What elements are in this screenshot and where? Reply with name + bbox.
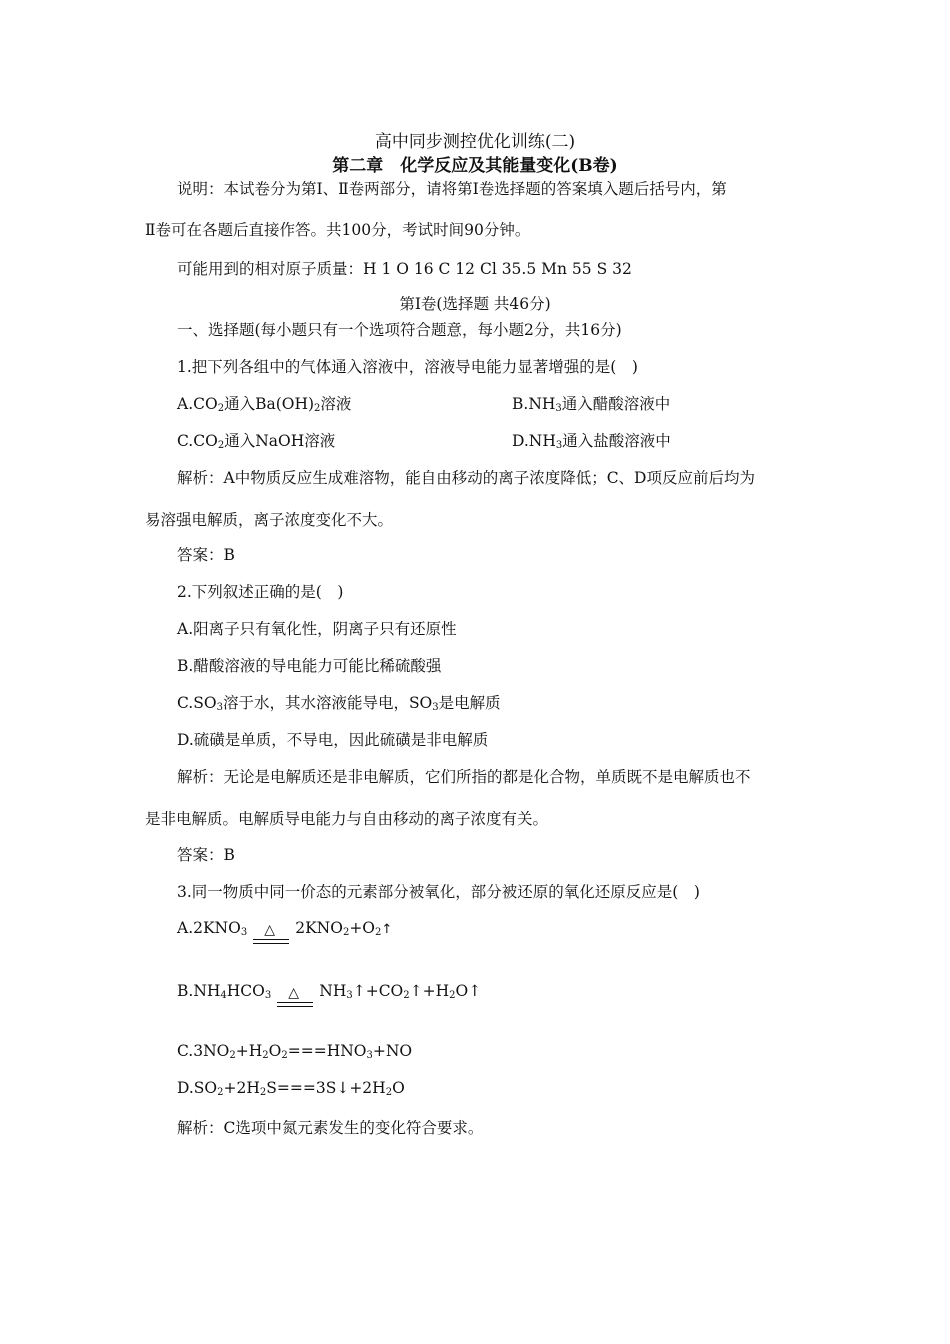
chapter-title: 第二章 化学反应及其能量变化(B卷) [332,156,618,176]
q2-c-sub: 3 [432,702,439,713]
q3-c-text: C.3NO [177,1042,230,1060]
q3-a-text: 2KNO [295,919,343,937]
q2-answer: 答案：B [177,846,235,864]
q3-c-sub: 2 [281,1050,288,1061]
equals-bar [277,1002,313,1003]
gas-arrow-icon: ↑ [381,922,393,937]
q3-d-sub: 2 [217,1087,224,1098]
q2-option-c [177,691,501,713]
equals-bar [277,1006,313,1007]
q3-b-text: O↑ [455,982,482,1000]
heat-triangle-icon: △ [264,922,275,938]
q2-c-text: C.SO [177,694,217,712]
q3-d-sub: 2 [259,1087,267,1098]
q3-c-text: +H [235,1042,263,1060]
q1-answer: 答案：B [177,546,235,564]
equals-bar [253,943,289,944]
q3-d-text: D.SO [177,1079,218,1097]
q2-stem: 2.下列叙述正确的是( ) [177,583,344,601]
q3-b-sub: 3 [346,990,353,1001]
q3-b-sub: 4 [220,990,227,1001]
q3-c-text: O [268,1042,282,1060]
heat-triangle-icon: △ [288,985,300,1001]
q1-option-c [177,429,335,451]
q3-b-text: B.NH [177,982,221,1000]
q1-a-text: 通入Ba(OH) [224,395,315,413]
q1-a-text: 溶液 [320,395,352,413]
q3-d-sub: 2 [385,1087,393,1098]
q1-stem: 1.把下列各组中的气体通入溶液中，溶液导电能力显著增强的是( ) [177,358,638,376]
q1-c-sub: 2 [217,440,225,451]
q1-d-text: 通入盐酸溶液中 [562,432,671,450]
intro-line-1: 说明：本试卷分为第Ⅰ、Ⅱ卷两部分，请将第Ⅰ卷选择题的答案填入题后括号内，第 [177,180,727,198]
q3-option-a [177,919,392,945]
q1-analysis-line-1: 解析：A中物质反应生成难溶物，能自由移动的离子浓度降低；C、D项反应前后均为 [177,469,755,487]
equals-bar [253,939,289,940]
q2-c-text: 溶于水，其水溶液能导电，SO [222,694,433,712]
q2-option-d: D.硫磺是单质，不导电，因此硫磺是非电解质 [177,731,489,749]
document-title: 高中同步测控优化训练(二) [374,132,576,152]
q2-option-b: B.醋酸溶液的导电能力可能比稀硫酸强 [177,657,442,675]
q2-c-text: 是电解质 [438,694,501,712]
q3-analysis: 解析：C选项中氮元素发生的变化符合要求。 [177,1119,484,1137]
q3-c-sub: 2 [262,1050,269,1061]
q2-analysis-line-1: 解析：无论是电解质还是非电解质，它们所指的都是化合物，单质既不是电解质也不 [177,768,751,786]
heat-condition-symbol [275,985,315,1008]
q3-a-sub: 2 [375,927,382,938]
q1-d-text: D.NH [512,432,556,450]
q3-b-text: ↑+CO [352,982,404,1000]
q1-option-d [512,429,671,451]
q3-c-text: +NO [372,1042,413,1060]
q1-a-text: A.CO [177,395,218,413]
q2-c-sub: 3 [216,702,223,713]
q2-option-a: A.阳离子只有氧化性，阴离子只有还原性 [177,620,457,638]
q1-a-sub: 2 [217,403,225,414]
q3-d-text: S===3S↓+2H [266,1079,386,1097]
q1-analysis-line-2: 易溶强电解质，离子浓度变化不大。 [145,511,394,529]
q3-a-sub: 3 [240,927,248,938]
q3-c-sub: 3 [366,1050,373,1061]
q3-option-d [177,1079,405,1097]
q3-c-text: ===HNO [287,1042,367,1060]
q1-option-b [512,392,670,414]
section-heading: 第Ⅰ卷(选择题 共46分) [399,295,551,313]
atomic-mass-line: 可能用到的相对原子质量：H 1 O 16 C 12 Cl 35.5 Mn 55 S 32 [177,260,632,278]
q3-a-text: +O [349,919,376,937]
intro-line-2: Ⅱ卷可在各题后直接作答。共100分，考试时间90分钟。 [145,221,531,239]
q3-b-text: HCO [226,982,265,1000]
q3-b-text: NH [319,982,347,1000]
q1-option-a [177,392,351,414]
q3-option-b [177,982,481,1008]
q3-stem: 3.同一物质中同一价态的元素部分被氧化，部分被还原的氧化还原反应是( ) [177,883,700,901]
q3-a-sub: 2 [342,927,350,938]
q3-a-text: A.2KNO [177,919,241,937]
q3-c-sub: 2 [229,1050,236,1061]
q1-b-text: B.NH [512,395,556,413]
q3-d-text: +2H [223,1079,260,1097]
q1-b-text: 通入醋酸溶液中 [561,395,671,413]
q1-a-sub: 2 [314,403,321,414]
q3-option-c [177,1042,412,1060]
q3-d-text: O [392,1079,405,1097]
q1-c-text: 通入NaOH溶液 [224,432,336,450]
q3-b-sub: 3 [264,990,272,1001]
section-instruction: 一、选择题(每小题只有一个选项符合题意，每小题2分，共16分) [177,321,622,339]
q3-b-text: ↑+H [409,982,450,1000]
q3-b-sub: 2 [403,990,410,1001]
heat-condition-symbol [251,922,291,945]
q1-d-sub: 3 [555,440,563,451]
q1-c-text: C.CO [177,432,218,450]
q1-b-sub: 3 [555,403,562,414]
q3-b-sub: 2 [449,990,456,1001]
q2-analysis-line-2: 是非电解质。电解质导电能力与自由移动的离子浓度有关。 [145,810,549,828]
